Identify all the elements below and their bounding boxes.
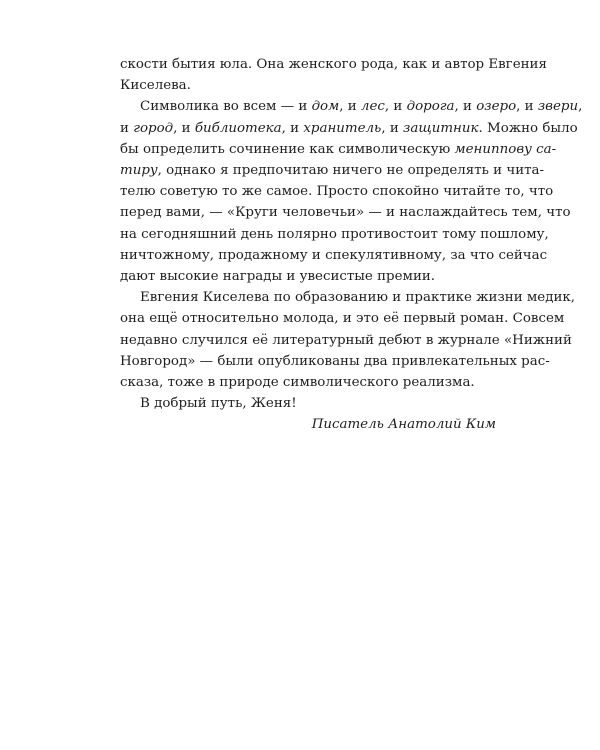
text-line xyxy=(120,181,554,202)
italic-term: город xyxy=(133,120,174,136)
text-line xyxy=(120,54,547,75)
text-line xyxy=(120,266,496,287)
text-run: бы определить сочинение как символическую xyxy=(120,141,455,157)
italic-term: звери xyxy=(537,99,579,115)
paragraph xyxy=(120,287,576,393)
text-run: на сегодняшний день полярно противостоит тому пошлому, xyxy=(120,226,549,242)
text-run: . Можно было xyxy=(478,120,578,136)
text-line xyxy=(120,351,550,372)
italic-term: мениппову са- xyxy=(454,141,557,157)
text-run: , и xyxy=(381,120,404,136)
text-line xyxy=(120,202,571,223)
text-line xyxy=(120,160,545,181)
text-run: , и xyxy=(173,120,195,136)
paragraph xyxy=(120,54,547,96)
italic-term: хранитель xyxy=(303,120,382,136)
italic-term: лес xyxy=(360,99,385,115)
text-run: сказа, тоже в природе символического реализма. xyxy=(120,375,475,391)
author-signature: Писатель Анатолий Ким xyxy=(311,417,496,433)
text-run: перед вами, — «Круги человечьи» — и наслаждайтесь тем, что xyxy=(120,205,571,221)
text-run: Евгения Киселева по образованию и практике жизни медик, xyxy=(140,290,576,306)
text-line xyxy=(120,245,548,266)
text-line xyxy=(120,75,496,96)
italic-term: защитник xyxy=(403,120,479,136)
text-run: ничтожному, продажному и спекулятивному, за что сейчас xyxy=(120,247,548,263)
text-line xyxy=(120,287,576,308)
text-line xyxy=(120,372,496,393)
text-line xyxy=(120,308,565,329)
text-run: , xyxy=(578,99,583,115)
italic-term: дом xyxy=(311,99,340,115)
text-line xyxy=(120,224,549,245)
text-run: Новгород» — были опубликованы два привлекательных рас- xyxy=(120,353,550,369)
text-run: она ещё относительно молода, и это её первый роман. Совсем xyxy=(120,311,565,327)
italic-term: дорога xyxy=(406,99,455,115)
text-run: дают высокие награды и увесистые премии. xyxy=(120,269,436,285)
text-run: , и xyxy=(516,99,538,115)
paragraph xyxy=(120,393,496,414)
paragraphs-container xyxy=(120,54,583,414)
text-run: Символика во всем — и xyxy=(140,99,312,115)
text-run: Киселева. xyxy=(120,78,191,94)
text-line xyxy=(120,96,583,117)
italic-term: тиру xyxy=(120,163,158,179)
text-run: , и xyxy=(281,120,304,136)
text-run: В добрый путь, Женя! xyxy=(140,396,297,412)
text-run: скости бытия юла. Она женского рода, как и автор Евгения xyxy=(120,57,547,72)
text-run: телю советую то же самое. Просто спокойно читайте то, что xyxy=(120,184,554,200)
paragraph xyxy=(120,96,583,287)
text-run: , и xyxy=(454,99,477,115)
text-line xyxy=(120,139,557,160)
text-run: и xyxy=(120,120,134,136)
text-line xyxy=(120,330,572,351)
text-line xyxy=(120,118,578,139)
italic-term: библиотека xyxy=(194,120,282,136)
italic-term: озеро xyxy=(476,99,517,115)
text-line xyxy=(120,393,496,414)
body-text xyxy=(120,54,583,436)
text-run: недавно случился её литературный дебют в журнале «Нижний xyxy=(120,332,572,348)
text-run: , однако я предпочитаю ничего не определять и чита- xyxy=(157,163,545,179)
text-run: , и xyxy=(384,99,407,115)
text-run: , и xyxy=(339,99,361,115)
